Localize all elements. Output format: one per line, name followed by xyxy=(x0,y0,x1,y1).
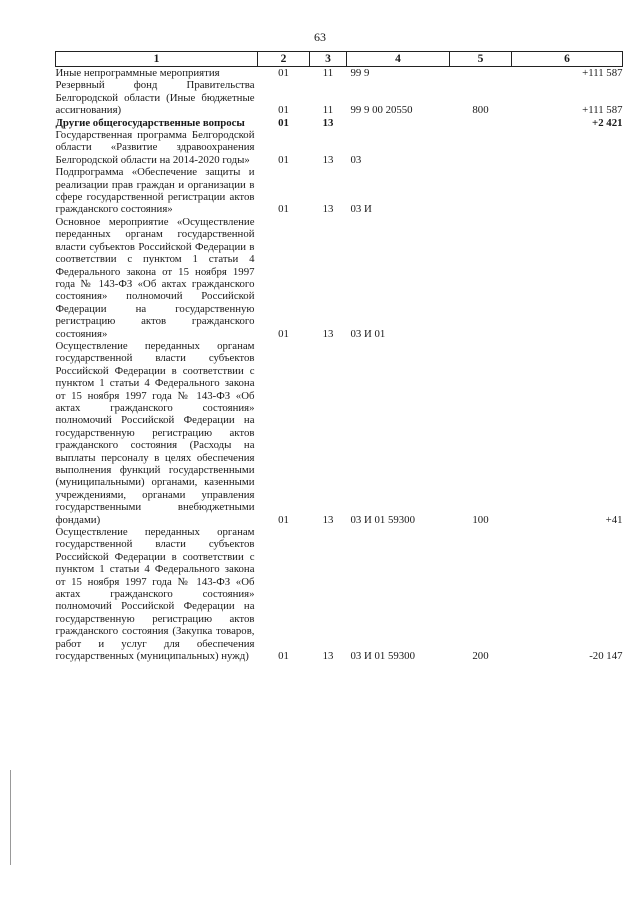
row-expense-type xyxy=(450,67,512,80)
row-description: Осуществление переданных органам государственной власти субъектов Российской Федерации в соответствии с пунктом 1 статьи 4 Федерального закона от 15 ноября 1997 года № 143-ФЗ «Об актах гражданского состояния» полномочий Российской Федерации на государственную регистрацию актов гражданского состояния (Закупка товаров, работ и услуг для обеспечения государственных (муниципальных) нужд) xyxy=(55,526,255,663)
row-amount: -20 147 xyxy=(589,650,623,663)
table-body xyxy=(56,67,623,663)
margin-mark xyxy=(10,770,11,865)
table-row xyxy=(56,526,623,662)
row-description: Другие общегосударственные вопросы xyxy=(55,116,245,129)
row-section: 01 xyxy=(278,327,289,340)
row-amount xyxy=(512,166,623,216)
row-description: Резервный фонд Правительства Белгородской области (Иные бюджетные ассигнования) xyxy=(55,79,255,117)
row-subsection: 13 xyxy=(322,116,334,129)
row-description: Иные непрограммные мероприятия xyxy=(55,67,220,79)
table-header-row xyxy=(56,52,623,67)
row-target-article: 03 И 01 59300 xyxy=(350,650,415,663)
row-amount xyxy=(512,216,623,340)
row-subsection: 13 xyxy=(322,513,334,526)
row-target-article: 99 9 xyxy=(350,67,370,79)
row-section: 01 xyxy=(278,153,289,166)
row-amount: +111 587 xyxy=(582,104,623,117)
row-section: 01 xyxy=(278,650,289,663)
table-row xyxy=(56,67,623,80)
header-col-2: 2 xyxy=(258,52,310,67)
row-section: 01 xyxy=(278,203,289,216)
header-col-4: 4 xyxy=(347,52,450,67)
row-expense-type xyxy=(450,166,512,216)
page-number: 63 xyxy=(314,30,326,44)
row-amount: +111 587 xyxy=(582,67,623,79)
table-row xyxy=(56,166,623,216)
header-col-3: 3 xyxy=(310,52,347,67)
header-col-1: 1 xyxy=(56,52,258,67)
row-target-article xyxy=(347,117,450,129)
row-expense-type xyxy=(450,129,512,166)
row-subsection: 13 xyxy=(322,650,334,663)
row-subsection: 13 xyxy=(322,153,334,166)
budget-table xyxy=(55,51,623,663)
row-section: 01 xyxy=(278,67,289,79)
table-row xyxy=(56,117,623,129)
row-subsection: 13 xyxy=(322,203,334,216)
header-col-5: 5 xyxy=(450,52,512,67)
row-target-article: 99 9 00 20550 xyxy=(350,104,413,117)
table-row xyxy=(56,216,623,340)
row-description: Государственная программа Белгородской области «Развитие здравоохранения Белгородской области на 2014-2020 годы» xyxy=(55,129,255,166)
table-row xyxy=(56,79,623,116)
row-description: Осуществление переданных органам государственной власти субъектов Российской Федерации в соответствии с пунктом 1 статьи 4 Федерального закона от 15 ноября 1997 года № 143-ФЗ «Об актах гражданского состояния» полномочий Российской Федерации на государственную регистрацию актов гражданского состояния (Расходы на выплаты персоналу в целях обеспечения выполнения функций государственными (муниципальными) органами, казенными учреждениями, органами управления государственными внебюджетными фондами) xyxy=(55,339,255,526)
row-expense-type xyxy=(450,216,512,340)
row-section: 01 xyxy=(278,104,289,117)
row-amount xyxy=(512,129,623,166)
row-target-article: 03 И 01 59300 xyxy=(350,513,415,526)
table-row xyxy=(56,340,623,526)
row-description: Основное мероприятие «Осуществление переданных органам государственной власти субъектов Российской Федерации в соответствии с пунктом 1 статьи 4 Федерального закона от 15 ноября 1997 года № 143-ФЗ «Об актах гражданского состояния» полномочий Российской Федерации на государственную регистрацию актов гражданского состояния» xyxy=(55,215,255,340)
row-expense-type xyxy=(450,117,512,129)
row-target-article: 03 И xyxy=(350,203,372,216)
row-expense-type: 200 xyxy=(472,650,489,663)
row-subsection: 11 xyxy=(322,104,334,117)
row-expense-type: 100 xyxy=(472,513,489,526)
row-expense-type: 800 xyxy=(472,104,489,117)
row-amount: +41 xyxy=(605,513,623,526)
row-target-article: 03 И 01 xyxy=(350,327,386,340)
row-amount: +2 421 xyxy=(592,116,623,129)
row-section: 01 xyxy=(278,513,289,526)
row-subsection: 13 xyxy=(322,327,334,340)
header-col-6: 6 xyxy=(512,52,623,67)
table-row xyxy=(56,129,623,166)
row-target-article: 03 xyxy=(350,153,362,166)
row-description: Подпрограмма «Обеспечение защиты и реализации прав граждан и организации в сфере государственной регистрации актов гражданского состояния» xyxy=(55,166,255,216)
row-subsection: 11 xyxy=(322,67,334,79)
row-section: 01 xyxy=(278,116,289,129)
